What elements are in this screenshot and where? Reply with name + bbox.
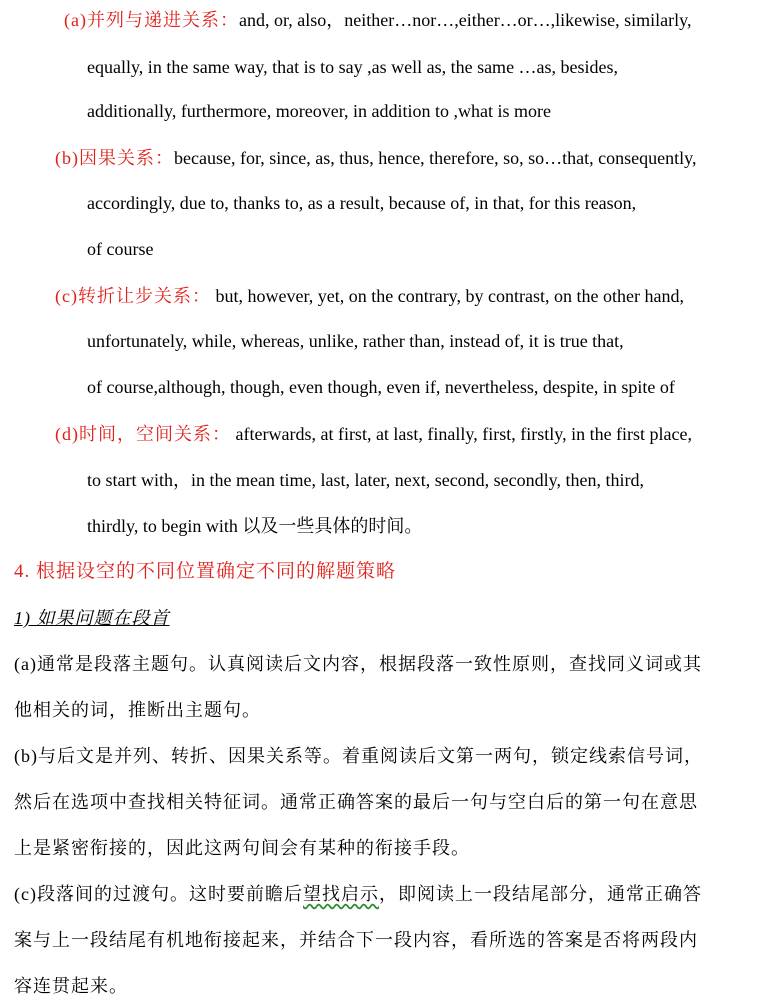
text-d: afterwards, at first, at last, finally, first, firstly, in the first place,: [231, 424, 693, 444]
label-d: (d)时间，空间关系：: [55, 424, 231, 444]
text-c: but, however, yet, on the contrary, by contrast, on the other hand,: [210, 286, 684, 306]
paragraph-a-line: 他相关的词，推断出主题句。: [14, 700, 261, 720]
paragraph-b-line: 然后在选项中查找相关特征词。通常正确答案的最后一句与空白后的第一句在意思: [14, 792, 698, 812]
paragraph-c-line: 容连贯起来。: [14, 976, 128, 996]
label-b: (b)因果关系：: [55, 148, 174, 168]
subheading: 1) 如果问题在段首: [14, 608, 170, 628]
paragraph-c-line: 案与上一段结尾有机地衔接起来，并结合下一段内容，看所选的答案是否将两段内: [14, 930, 698, 950]
list-item-a: [64, 9, 692, 31]
paragraph-a-line: (a)通常是段落主题句。认真阅读后文内容，根据段落一致性原则，查找同义词或其: [14, 654, 702, 674]
section-heading: 4. 根据设空的不同位置确定不同的解题策略: [14, 561, 397, 582]
text-line: of course: [87, 239, 154, 259]
paragraph-b-line: (b)与后文是并列、转折、因果关系等。着重阅读后文第一两句，锁定线索信号词，: [14, 746, 703, 766]
paragraph-c-before: (c)段落间的过渡句。这时要前瞻后: [14, 884, 303, 904]
label-a: (a)并列与递进关系：: [64, 10, 239, 30]
paragraph-b-line: 上是紧密衔接的，因此这两句间会有某种的衔接手段。: [14, 838, 470, 858]
spellcheck-underlined-phrase: 望找启示: [302, 884, 379, 904]
list-item-b: [55, 147, 696, 169]
text-line: unfortunately, while, whereas, unlike, rather than, instead of, it is true that,: [87, 331, 624, 351]
text-a: and, or, also，neither…nor…,either…or…,likewise, similarly,: [238, 10, 692, 30]
paragraph-c-line: [14, 883, 702, 905]
list-item-c: [55, 285, 684, 307]
text-line: to start with，in the mean time, last, later, next, second, secondly, then, third,: [87, 470, 644, 490]
text-line: thirdly, to begin with 以及一些具体的时间。: [87, 516, 423, 536]
list-item-d: [55, 423, 692, 445]
text-line: equally, in the same way, that is to say ,as well as, the same …as, besides,: [87, 57, 619, 77]
label-c: (c)转折让步关系：: [55, 286, 211, 306]
text-b: because, for, since, as, thus, hence, therefore, so, so…that, consequently,: [174, 148, 697, 168]
text-line: additionally, furthermore, moreover, in addition to ,what is more: [87, 101, 551, 121]
paragraph-c-after: ，即阅读上一段结尾部分，通常正确答: [378, 884, 702, 904]
text-line: accordingly, due to, thanks to, as a result, because of, in that, for this reason,: [87, 193, 637, 213]
text-line: of course,although, though, even though, even if, nevertheless, despite, in spite of: [87, 377, 675, 397]
